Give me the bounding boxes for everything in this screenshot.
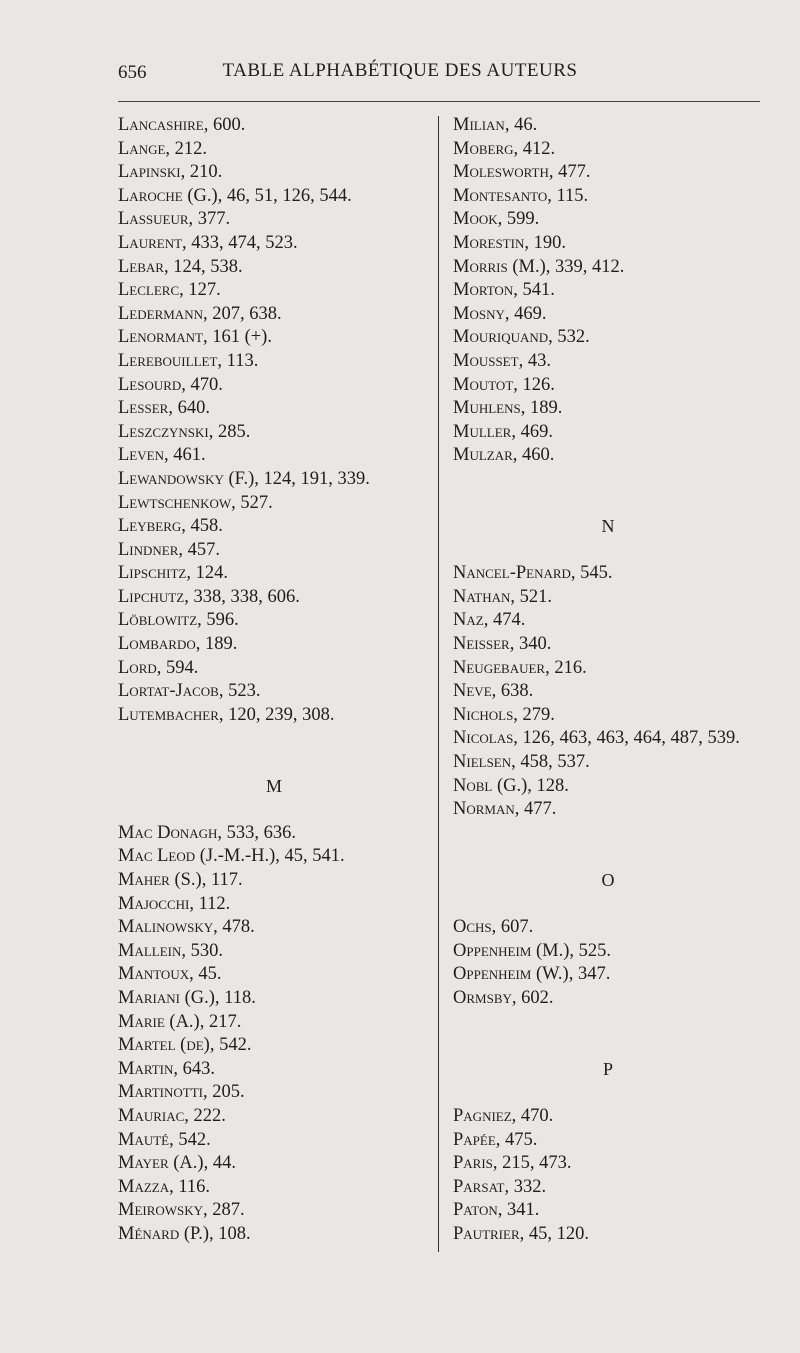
letter-section-m-continued bbox=[453, 114, 763, 468]
index-entry: Ledermann, 207, 638. bbox=[118, 303, 282, 324]
column-divider bbox=[438, 116, 439, 1252]
index-entry: Lipchutz, 338, 338, 606. bbox=[118, 586, 300, 607]
index-entry: Leszczynski, 285. bbox=[118, 421, 251, 442]
index-entry: Muller, 469. bbox=[453, 421, 553, 442]
index-entry: Lerebouillet, 113. bbox=[118, 350, 259, 371]
index-entry: Mantoux, 45. bbox=[118, 964, 222, 985]
index-entry: Morton, 541. bbox=[453, 280, 555, 301]
index-entry: Naz, 474. bbox=[453, 610, 526, 631]
running-title: TABLE ALPHABÉTIQUE DES AUTEURS bbox=[222, 60, 578, 81]
index-entry: Marie (A.), 217. bbox=[118, 1011, 242, 1032]
index-entry: Oppenheim (W.), 347. bbox=[453, 964, 611, 985]
index-entry: Lord, 594. bbox=[118, 657, 199, 678]
right-column bbox=[453, 114, 763, 1247]
index-entry: Neve, 638. bbox=[453, 681, 534, 702]
index-entry: Mazza, 116. bbox=[118, 1176, 211, 1197]
index-entry: Neisser, 340. bbox=[453, 634, 552, 655]
index-entry: Laroche (G.), 46, 51, 126, 544. bbox=[118, 185, 352, 206]
index-entry: Lewandowsky (F.), 124, 191, 339. bbox=[118, 468, 370, 489]
index-entry: Nobl (G.), 128. bbox=[453, 775, 569, 796]
letter-section-p bbox=[453, 1105, 763, 1247]
index-entry: Löblowitz, 596. bbox=[118, 610, 239, 631]
index-entry: Leclerc, 127. bbox=[118, 280, 221, 301]
letter-heading-m: M bbox=[265, 775, 282, 796]
index-entry: Mosny, 469. bbox=[453, 303, 547, 324]
index-entry: Neugebauer, 216. bbox=[453, 657, 587, 678]
index-entry: Lortat-Jacob, 523. bbox=[118, 681, 261, 702]
index-entry: Lebar, 124, 538. bbox=[118, 256, 243, 277]
page-number: 656 bbox=[118, 62, 147, 83]
index-entry: Mallein, 530. bbox=[118, 940, 224, 961]
index-entry: Lancashire, 600. bbox=[118, 115, 246, 135]
index-entry: Lapinski, 210. bbox=[118, 162, 223, 183]
index-entry: Parsat, 332. bbox=[453, 1176, 547, 1197]
letter-heading-o: O bbox=[601, 870, 615, 891]
index-entry: Lenormant, 161 (+). bbox=[118, 327, 272, 348]
index-entry: Maher (S.), 117. bbox=[118, 870, 243, 891]
index-entry: Milian, 46. bbox=[453, 115, 538, 135]
letter-section-l bbox=[118, 114, 430, 727]
index-entry: Morestin, 190. bbox=[453, 232, 566, 253]
index-entry: Nichols, 279. bbox=[453, 704, 555, 725]
index-entry: Papée, 475. bbox=[453, 1129, 538, 1150]
index-entry: Mouriquand, 532. bbox=[453, 327, 590, 348]
index-entry: Lombardo, 189. bbox=[118, 634, 238, 655]
index-entry: Nielsen, 458, 537. bbox=[453, 752, 590, 773]
index-entry: Paris, 215, 473. bbox=[453, 1153, 572, 1174]
index-entry: Pautrier, 45, 120. bbox=[453, 1223, 589, 1244]
letter-heading-n: N bbox=[601, 516, 615, 537]
index-entry: Meirowsky, 287. bbox=[118, 1200, 245, 1221]
index-entry: Mousset, 43. bbox=[453, 350, 551, 371]
index-entry: Montesanto, 115. bbox=[453, 185, 589, 206]
index-entry: Pagniez, 470. bbox=[453, 1105, 554, 1126]
letter-section-m bbox=[118, 822, 430, 1247]
index-entry: Martinotti, 205. bbox=[118, 1082, 245, 1103]
index-entry: Lutembacher, 120, 239, 308. bbox=[118, 704, 335, 725]
index-entry: Mauriac, 222. bbox=[118, 1105, 226, 1126]
letter-section-o bbox=[453, 916, 763, 1010]
index-entry: Mulzar, 460. bbox=[453, 445, 555, 466]
index-entry: Moutot, 126. bbox=[453, 374, 555, 395]
index-entry: Ménard (P.), 108. bbox=[118, 1223, 251, 1244]
index-entry: Lassueur, 377. bbox=[118, 209, 231, 230]
index-entry: Nathan, 521. bbox=[453, 586, 553, 607]
header-rule bbox=[118, 101, 760, 102]
index-entry: Lipschitz, 124. bbox=[118, 563, 228, 584]
index-entry: Laurent, 433, 474, 523. bbox=[118, 232, 298, 253]
index-entry: Lesourd, 470. bbox=[118, 374, 223, 395]
index-entry: Majocchi, 112. bbox=[118, 893, 231, 914]
index-entry: Mariani (G.), 118. bbox=[118, 987, 256, 1008]
index-entry: Martin, 643. bbox=[118, 1058, 216, 1079]
index-entry: Malinowsky, 478. bbox=[118, 917, 255, 938]
index-entry: Mac Leod (J.-M.-H.), 45, 541. bbox=[118, 846, 345, 867]
index-entry: Lesser, 640. bbox=[118, 398, 210, 419]
index-entry: Mayer (A.), 44. bbox=[118, 1153, 236, 1174]
letter-heading-p: P bbox=[602, 1058, 613, 1079]
index-entry: Molesworth, 477. bbox=[453, 162, 591, 183]
index-entry: Morris (M.), 339, 412. bbox=[453, 256, 625, 277]
index-entry: Leyberg, 458. bbox=[118, 516, 223, 537]
index-entry: Nancel-Penard, 545. bbox=[453, 563, 613, 584]
index-entry: Martel (de), 542. bbox=[118, 1035, 252, 1056]
index-entry: Norman, 477. bbox=[453, 799, 557, 820]
index-entry: Nicolas, 126, 463, 463, 464, 487, 539. bbox=[453, 728, 740, 749]
index-entry: Moberg, 412. bbox=[453, 138, 556, 159]
index-entry: Leven, 461. bbox=[118, 445, 206, 466]
index-entry: Lange, 212. bbox=[118, 138, 208, 159]
index-entry: Mauté, 542. bbox=[118, 1129, 211, 1150]
letter-section-n bbox=[453, 562, 763, 822]
left-column bbox=[118, 114, 430, 1247]
index-entry: Lindner, 457. bbox=[118, 539, 221, 560]
index-entry: Paton, 341. bbox=[453, 1200, 540, 1221]
index-entry: Mac Donagh, 533, 636. bbox=[118, 822, 297, 843]
index-entry: Mook, 599. bbox=[453, 209, 540, 230]
index-entry: Ochs, 607. bbox=[453, 917, 534, 938]
index-entry: Ormsby, 602. bbox=[453, 988, 554, 1008]
index-entry: Lewtschenkow, 527. bbox=[118, 492, 273, 513]
index-entry: Oppenheim (M.), 525. bbox=[453, 940, 612, 961]
index-entry: Muhlens, 189. bbox=[453, 398, 563, 419]
